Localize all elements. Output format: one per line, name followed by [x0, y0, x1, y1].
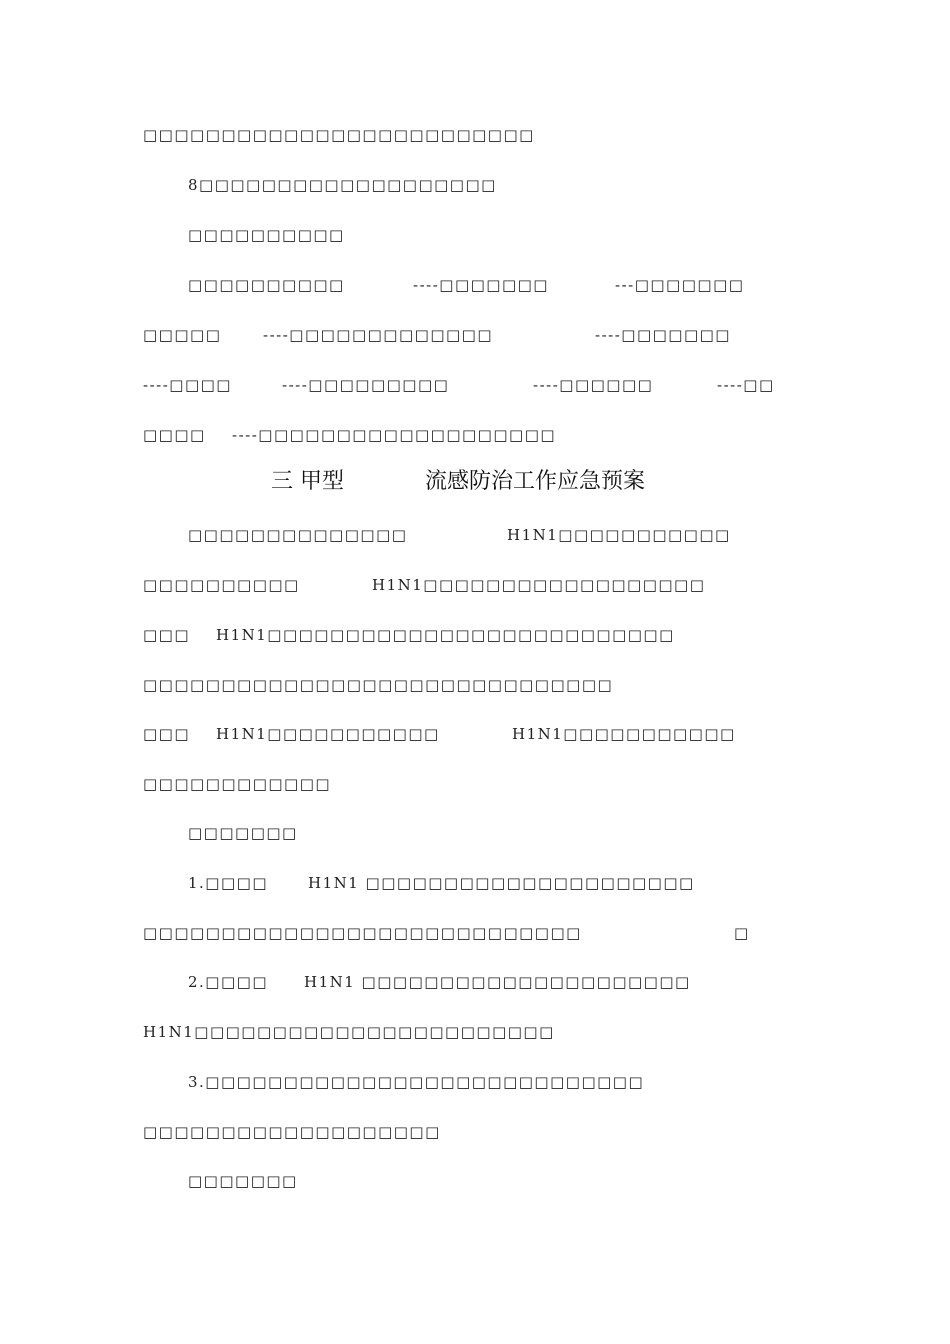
- text-line: [0, 423, 557, 447]
- text-line: [0, 1120, 441, 1144]
- text-segment: H1N1□□□□□□□□□□□□□□□□□□: [372, 576, 706, 594]
- text-line: [0, 123, 535, 147]
- text-line: [0, 373, 775, 397]
- text-line: [0, 871, 695, 895]
- text-line: [0, 173, 497, 197]
- text-segment: ----□□□□□□□: [413, 276, 549, 294]
- section-heading-text: 流感防治工作应急预案: [425, 469, 646, 494]
- text-segment: H1N1□□□□□□□□□□□: [216, 725, 440, 743]
- text-segment: ----□□: [717, 376, 775, 394]
- text-segment: □□□□: [143, 426, 206, 444]
- text-segment: □□□□□□□□□□□□□□□□□□□□□□□□□□□□: [143, 924, 582, 942]
- text-line: [0, 821, 298, 845]
- text-segment: □□□□□□□□□□: [188, 276, 345, 294]
- text-segment: □□□□□□□□□□□□□□□□□□□: [143, 1123, 441, 1141]
- text-segment: □□□□□□□□□□□□□□□□□□□□□□□□□□□□□□: [143, 676, 614, 694]
- text-segment: H1N1□□□□□□□□□□□: [507, 526, 731, 544]
- text-segment: 1.□□□□: [188, 874, 269, 892]
- text-segment: □□□: [143, 626, 191, 644]
- text-segment: □□□□□□□□□□□□□□: [188, 526, 408, 544]
- text-segment: □□□□□□□□□□□□□□□□□□□□□□□□□: [143, 126, 535, 144]
- text-segment: ----□□□□□□□□□□□□□: [263, 326, 494, 344]
- text-line: [0, 223, 345, 247]
- text-line: [0, 573, 706, 597]
- text-line: [0, 273, 745, 297]
- text-segment: □□□□□□□□□□□□: [143, 775, 332, 793]
- text-line: [0, 772, 332, 796]
- text-line: [0, 921, 750, 945]
- text-segment: □□□□□□□□□□: [188, 226, 345, 244]
- text-segment: ---□□□□□□□: [615, 276, 745, 294]
- text-segment: □□□□□□□: [188, 824, 298, 842]
- text-segment: H1N1□□□□□□□□□□□□□□□□□□□□□□□□□□: [216, 626, 675, 644]
- text-segment: □□□□□□□□□□: [143, 576, 300, 594]
- text-segment: 3.□□□□□□□□□□□□□□□□□□□□□□□□□□□□: [188, 1073, 645, 1091]
- text-line: [0, 323, 731, 347]
- text-line: [0, 1070, 645, 1094]
- text-segment: 2.□□□□: [188, 973, 269, 991]
- text-segment: H1N1 □□□□□□□□□□□□□□□□□□□□□: [308, 874, 695, 892]
- text-line: [0, 1169, 298, 1193]
- text-segment: ----□□□□□□: [533, 376, 654, 394]
- text-segment: ----□□□□□□□□□□□□□□□□□□□: [232, 426, 557, 444]
- text-segment: □□□□□: [143, 326, 222, 344]
- text-segment: ----□□□□□□□: [595, 326, 731, 344]
- text-line: [0, 523, 731, 547]
- text-segment: H1N1 □□□□□□□□□□□□□□□□□□□□□: [304, 973, 691, 991]
- text-segment: ----□□□□□□□□□: [282, 376, 450, 394]
- section-heading: 三 甲型: [271, 469, 344, 494]
- text-segment: □□□: [143, 725, 191, 743]
- text-line: [0, 722, 736, 746]
- text-segment: 8□□□□□□□□□□□□□□□□□□□: [188, 176, 497, 194]
- text-segment: H1N1□□□□□□□□□□□□□□□□□□□□□□□: [143, 1023, 555, 1041]
- text-segment: H1N1□□□□□□□□□□□: [512, 725, 736, 743]
- text-line: [0, 673, 614, 697]
- text-line: [0, 1020, 555, 1044]
- text-segment: □: [734, 924, 750, 942]
- text-segment: ----□□□□: [143, 376, 232, 394]
- text-line: [0, 970, 691, 994]
- text-segment: □□□□□□□: [188, 1172, 298, 1190]
- text-line: [0, 623, 675, 647]
